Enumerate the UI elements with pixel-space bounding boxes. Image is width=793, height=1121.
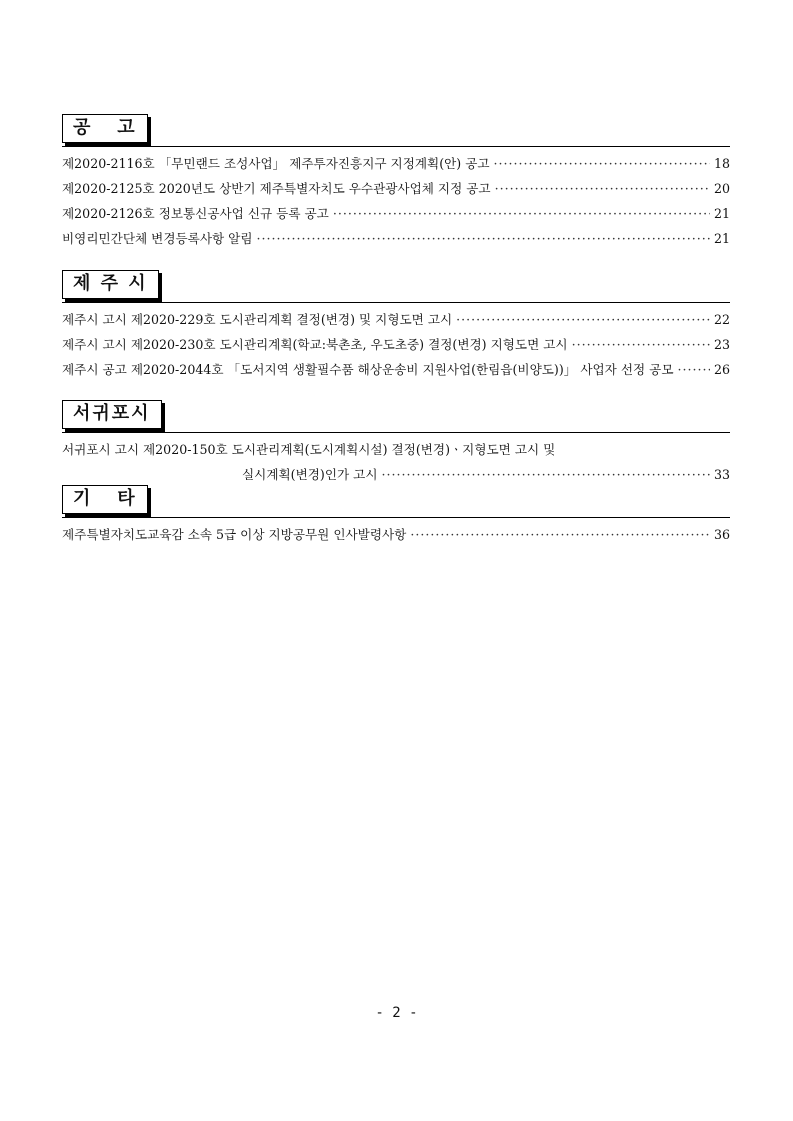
section-rule <box>62 517 730 518</box>
toc-entry[interactable] <box>62 332 730 357</box>
page-number: - 2 - <box>375 1005 418 1021</box>
entry-page: 22 <box>713 312 730 327</box>
dot-leader <box>456 307 710 332</box>
toc-entry[interactable] <box>62 522 730 547</box>
section-heading: 서귀포시 <box>62 400 162 429</box>
entry-title: 제주시 고시 제2020-229호 도시관리계획 결정(변경) 및 지형도면 고시 <box>62 312 453 327</box>
toc-entry[interactable] <box>62 176 730 201</box>
dot-leader <box>678 357 710 382</box>
entry-title: 제주시 고시 제2020-230호 도시관리계획(학교:북촌초, 우도초중) 결정(변경) 지형도면 고시 <box>62 337 568 352</box>
dot-leader <box>333 201 710 226</box>
section-notices <box>62 114 730 251</box>
entry-page: 33 <box>713 467 730 482</box>
dot-leader <box>257 226 710 251</box>
dot-leader <box>382 462 710 487</box>
entry-page: 23 <box>713 337 730 352</box>
entry-title: 제2020-2126호 정보통신공사업 신규 등록 공고 <box>62 206 329 221</box>
toc-entry[interactable] <box>62 151 730 176</box>
entry-page: 21 <box>713 231 730 246</box>
entry-page: 20 <box>713 181 730 196</box>
toc-entry[interactable] <box>62 201 730 226</box>
toc-entry-continuation[interactable] <box>62 462 730 487</box>
section-seogwipo-city <box>62 400 730 487</box>
entry-title: 제2020-2116호 「무민랜드 조성사업」 제주투자진흥지구 지정계획(안) 공고 <box>62 156 490 171</box>
section-rule <box>62 146 730 147</box>
dot-leader <box>410 522 710 547</box>
toc-entry[interactable] <box>62 357 730 382</box>
toc-entry[interactable] <box>62 307 730 332</box>
dot-leader <box>494 151 710 176</box>
dot-leader <box>572 332 710 357</box>
dot-leader <box>495 176 710 201</box>
entry-title: 제주시 공고 제2020-2044호 「도서지역 생활필수품 해상운송비 지원사업(한림읍(비양도))」 사업자 선정 공모 <box>62 362 674 377</box>
section-rule <box>62 302 730 303</box>
section-others <box>62 485 730 547</box>
entry-title: 비영리민간단체 변경등록사항 알림 <box>62 231 253 246</box>
entry-page: 18 <box>713 156 730 171</box>
toc-entry[interactable] <box>62 226 730 251</box>
section-heading: 공 고 <box>62 114 148 143</box>
entry-title: 제2020-2125호 2020년도 상반기 제주특별자치도 우수관광사업체 지정 공고 <box>62 181 491 196</box>
entry-title: 제주특별자치도교육감 소속 5급 이상 지방공무원 인사발령사항 <box>62 527 407 542</box>
toc-entry[interactable] <box>62 437 730 462</box>
entry-page: 36 <box>713 527 730 542</box>
entry-page: 26 <box>713 362 730 377</box>
section-rule <box>62 432 730 433</box>
entry-page: 21 <box>713 206 730 221</box>
section-heading: 제 주 시 <box>62 270 159 299</box>
section-heading: 기 타 <box>62 485 148 514</box>
entry-title-continuation: 실시계획(변경)인가 고시 <box>242 467 378 482</box>
section-jeju-city <box>62 270 730 382</box>
entry-title: 서귀포시 고시 제2020-150호 도시관리계획(도시계획시설) 결정(변경)ㆍ지형도면 고시 및 <box>62 442 556 457</box>
